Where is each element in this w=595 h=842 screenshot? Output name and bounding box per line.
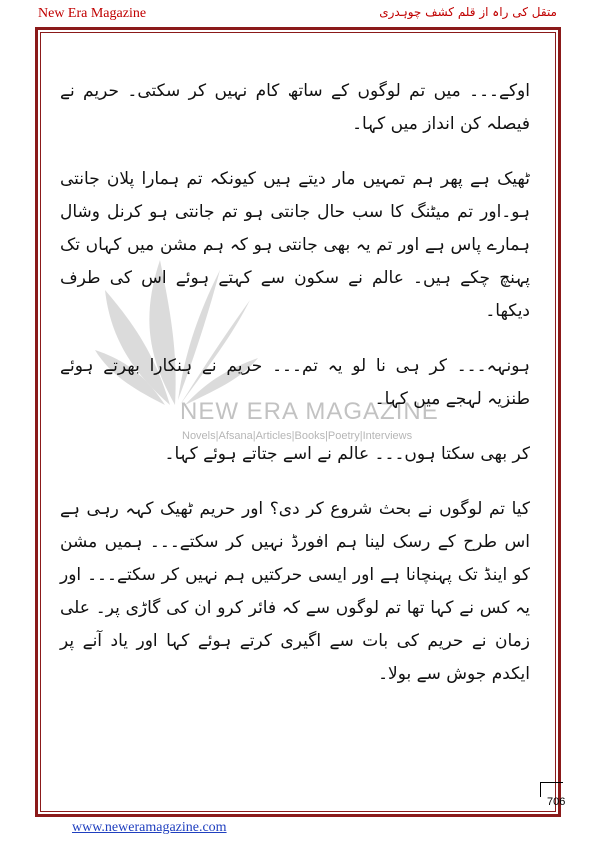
paragraph-4: کر بھی سکتا ہوں۔۔۔ عالم نے اسے جتاتے ہوئے کہا۔ [164,444,530,464]
paragraph-5: کیا تم لوگوں نے بحث شروع کر دی؟ اور حریم ٹھیک کہہ رہی ہے اس طرح کے رسک لینا ہم افورڈ نہیں کر سکتے۔۔۔ ہمیں مشن کو اینڈ تک پہنچانا ہے اور ایسی حرکتیں ہم نہیں کر سکتے۔۔۔ اور یہ کس نے کہا تھا تم لوگوں سے کہ فائر کرو ان کی گاڑی پر۔ علی زمان نے حریم کی بات سے اگیری کرتے ہوئے کہا اور یاد آنے پر ایکدم جوش سے بولا۔ [60,499,530,684]
magazine-name: New Era Magazine [38,6,147,21]
article-body [60,75,530,713]
watermark-title: NEW ERA MAGAZINE [180,398,439,425]
page-number-box [540,782,563,797]
paragraph-1: اوکے۔۔۔ میں تم لوگوں کے ساتھ کام نہیں کر سکتی۔ حریم نے فیصلہ کن انداز میں کہا۔ [60,81,530,134]
watermark-subtitle: Novels|Afsana|Articles|Books|Poetry|Interviews [182,430,413,442]
paragraph-2: ٹھیک ہے پھر ہم تمہیں مار دیتے ہیں کیونکہ تم ہمارا پلان جانتی ہو۔اور تم میٹنگ کا سب حال جانتی ہو تم جانتی ہو کرنل وشال ہمارے پاس ہے اور تم یہ بھی جانتی ہو کہ ہم مشن میں کہاں تک پہنچ چکے ہیں۔ عالم نے سکون سے کہتے ہوئے اس کی طرف دیکھا۔ [60,169,530,321]
page-number: 706 [547,796,566,808]
novel-author-header: متقل کی راہ از قلم کشف چوہدری [379,5,557,19]
paragraph-3: ہونہہ۔۔۔ کر ہی نا لو یہ تم۔۔۔ حریم نے ہنکارا بھرتے ہوئے طنزیہ لہجے میں کہا۔ [60,356,530,409]
footer-website-link[interactable]: www.neweramagazine.com [72,820,227,835]
